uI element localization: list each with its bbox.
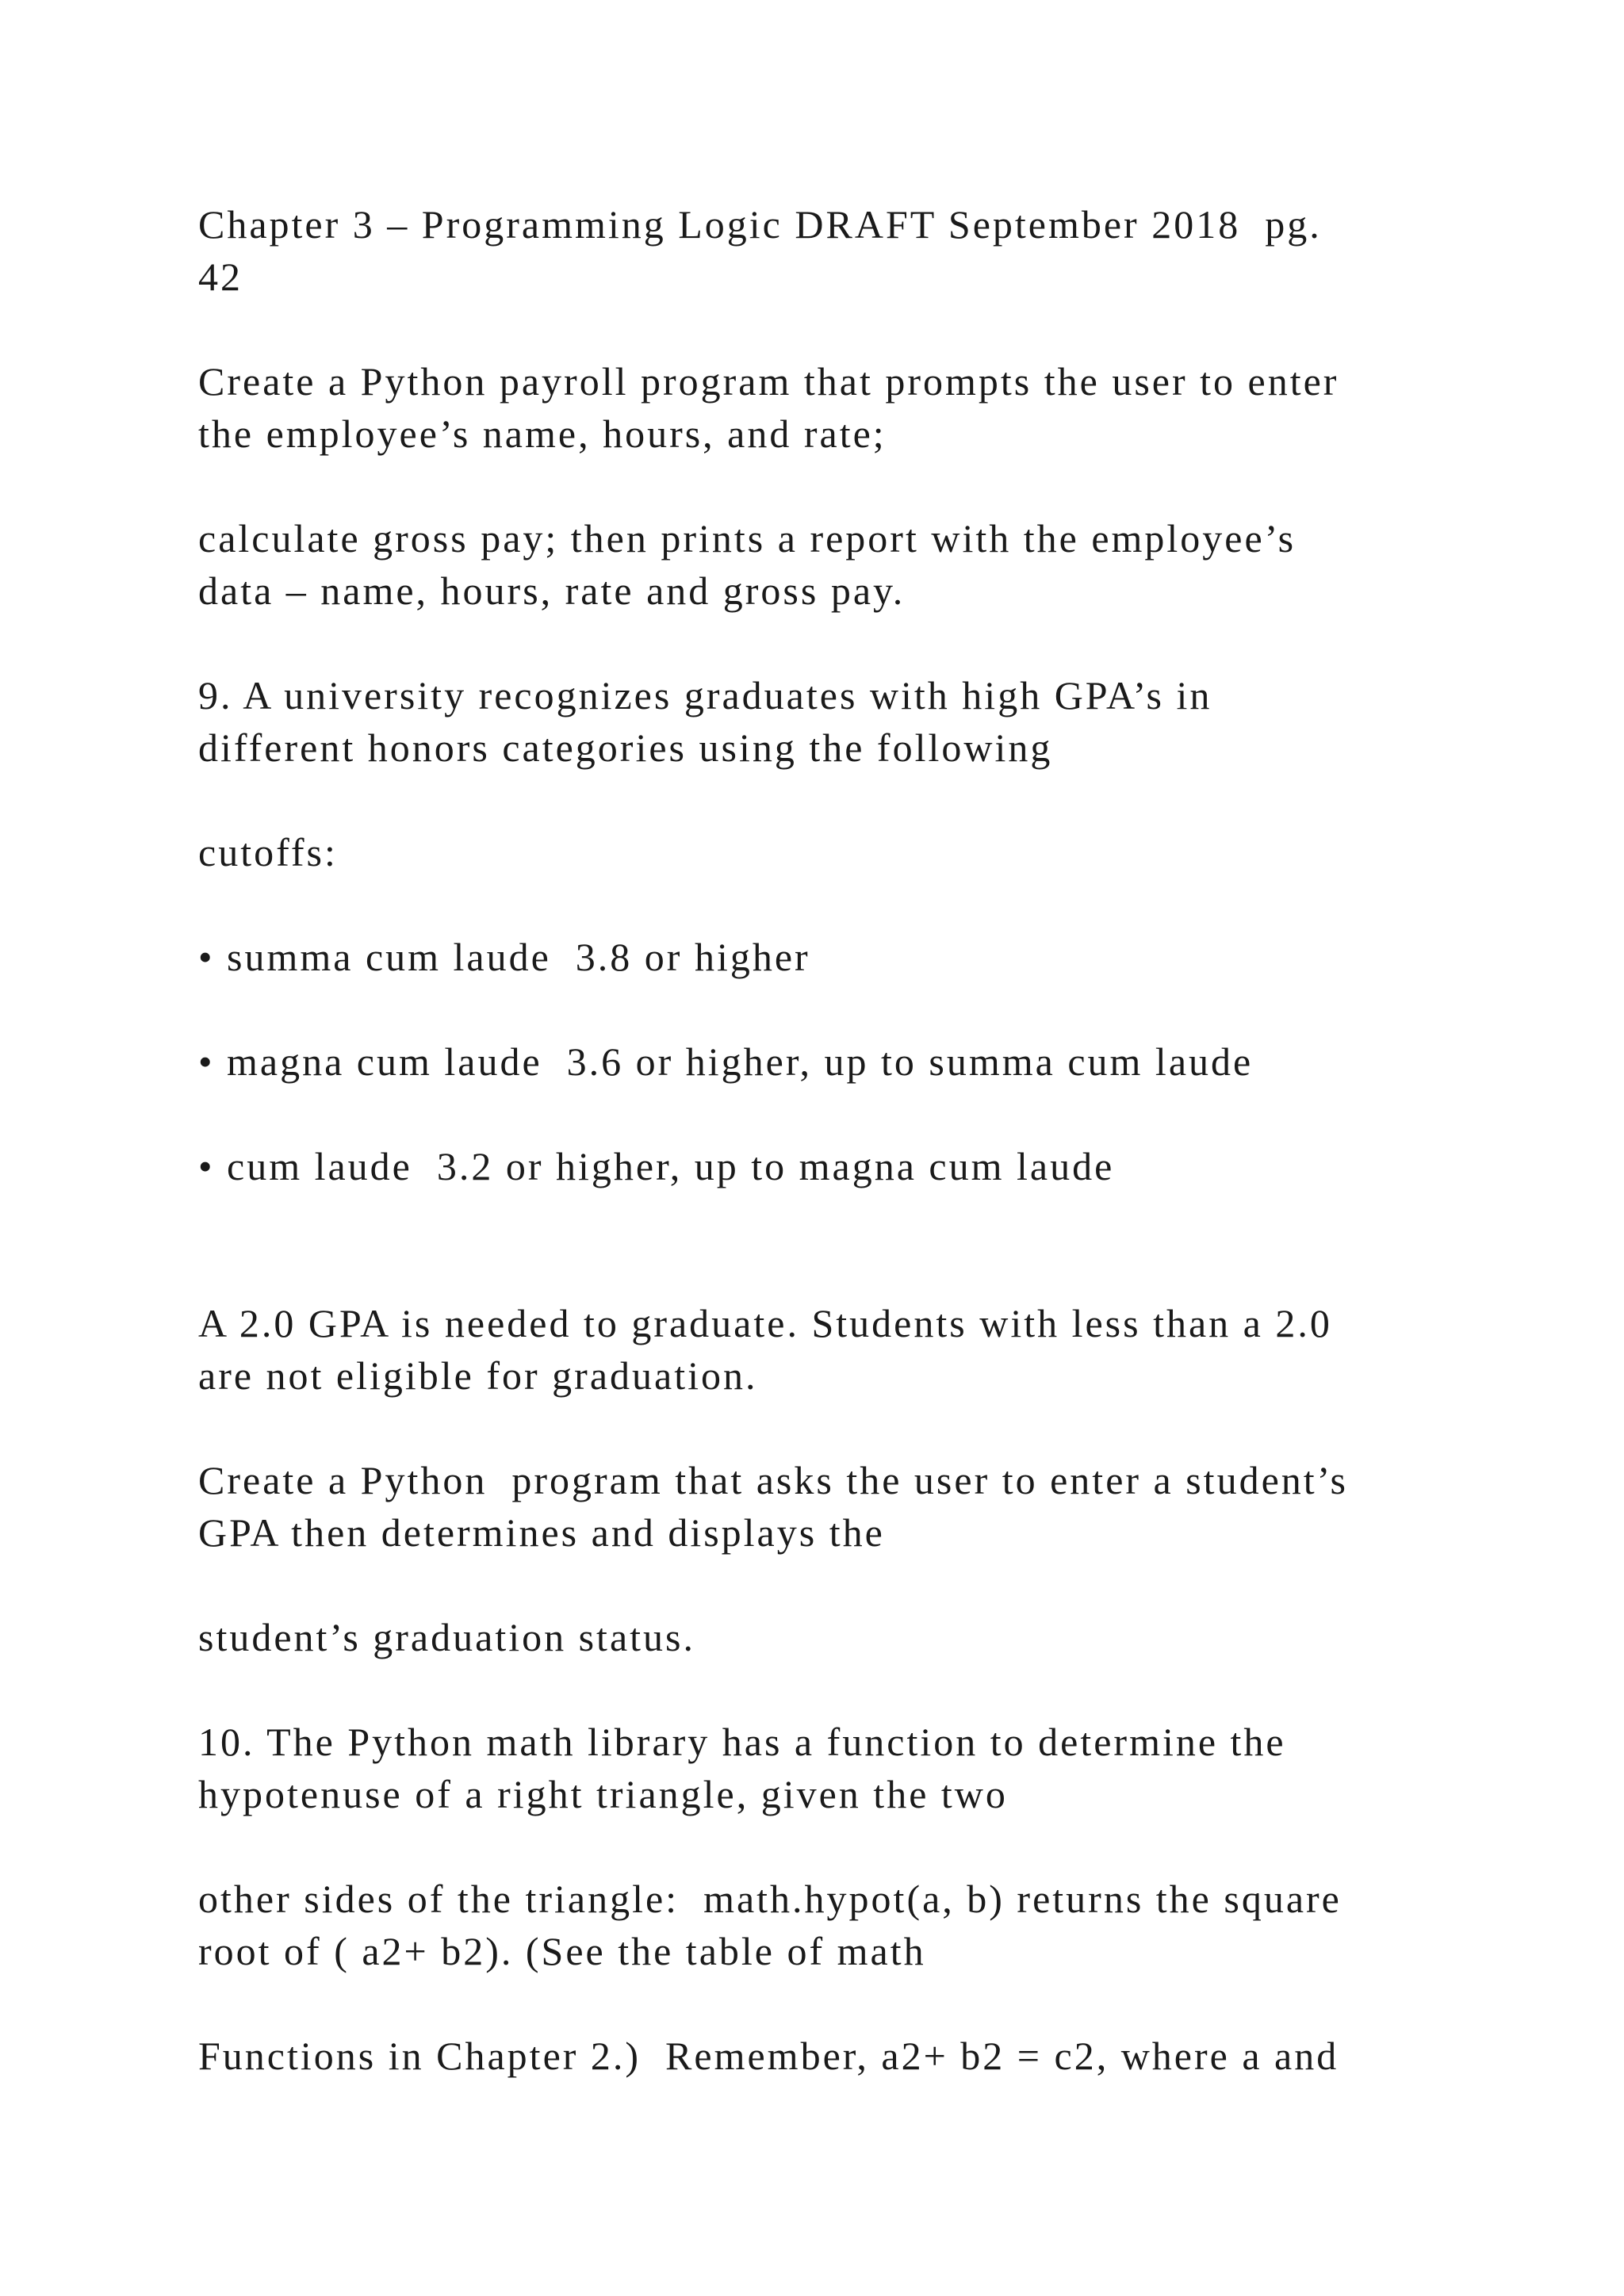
paragraph-payroll-prompt: Create a Python payroll program that prompts the user to enter the employee’s name, hours, and rate; xyxy=(198,359,1339,456)
paragraph-graduation-requirement: A 2.0 GPA is needed to graduate. Students with less than a 2.0 are not eligible for graduation. xyxy=(198,1301,1332,1398)
paragraph-question-10: 10. The Python math library has a function to determine the hypotenuse of a right triangle, given the two xyxy=(198,1720,1286,1816)
paragraph-question-9: 9. A university recognizes graduates with high GPA’s in different honors categories using the following xyxy=(198,673,1212,770)
paragraph-payroll-report: calculate gross pay; then prints a report with the employee’s data – name, hours, rate and gross pay. xyxy=(198,516,1297,613)
bullet-cum-laude: • cum laude 3.2 or higher, up to magna cum laude xyxy=(198,1144,1115,1188)
paragraph-cutoffs: cutoffs: xyxy=(198,830,338,874)
paragraph-math-hypot: other sides of the triangle: math.hypot(a, b) returns the square root of ( a2+ b2). (See the table of math xyxy=(198,1877,1342,1973)
page-header: Chapter 3 – Programming Logic DRAFT September 2018 pg. 42 xyxy=(198,202,1322,299)
paragraph-gpa-program: Create a Python program that asks the user to enter a student’s GPA then determines and displays the xyxy=(198,1458,1349,1555)
bullet-summa-cum-laude: • summa cum laude 3.8 or higher xyxy=(198,935,810,979)
paragraph-pythagorean: Functions in Chapter 2.) Remember, a2+ b2 = c2, where a and xyxy=(198,2034,1339,2078)
bullet-magna-cum-laude: • magna cum laude 3.6 or higher, up to summa cum laude xyxy=(198,1039,1254,1084)
paragraph-graduation-status: student’s graduation status. xyxy=(198,1615,695,1659)
